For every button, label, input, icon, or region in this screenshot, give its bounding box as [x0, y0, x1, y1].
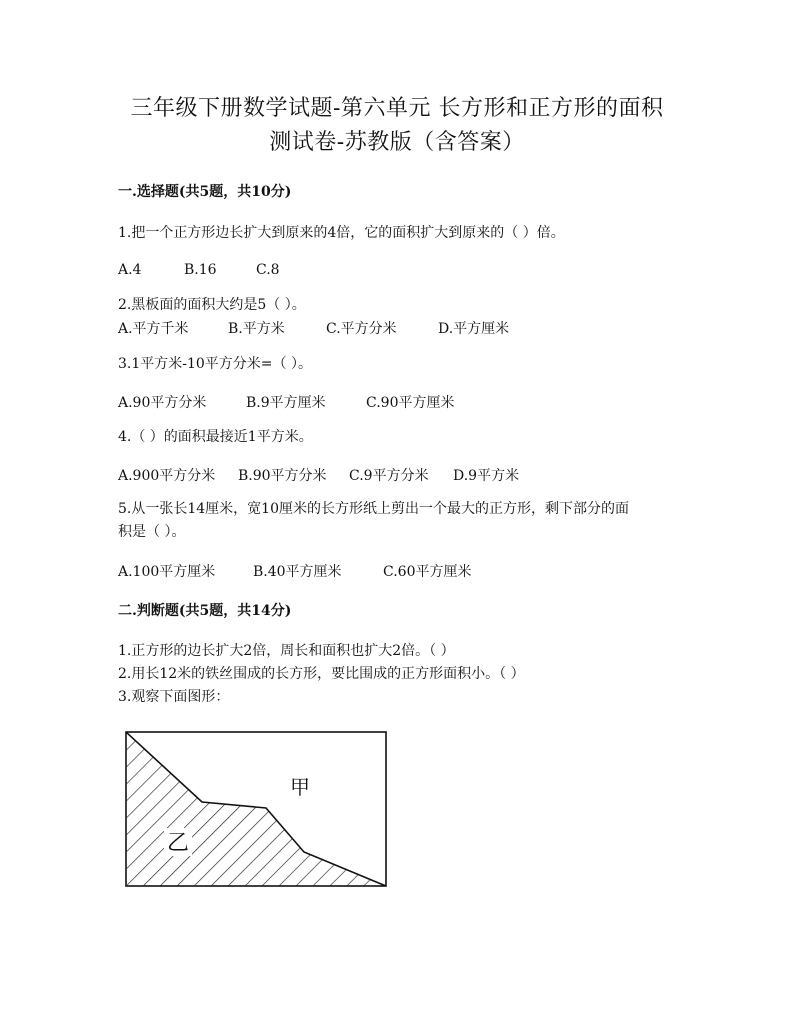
question-2-1: 1.正方形的边长扩大2倍，周长和面积也扩大2倍。（ ）: [118, 643, 455, 659]
label-yi: 乙: [166, 831, 190, 856]
option: A.100平方厘米: [118, 564, 216, 580]
option: C.90平方厘米: [366, 395, 455, 411]
question-1-1: 1.把一个正方形边长扩大到原来的4倍，它的面积扩大到原来的（ ）倍。: [118, 225, 565, 241]
question-1-4-options: [118, 465, 519, 485]
question-1-2: 2.黑板面的面积大约是5（ ）。: [118, 297, 306, 313]
option: B.9平方厘米: [246, 395, 326, 411]
question-1-5-line2: 积是（ ）。: [118, 524, 186, 540]
option: A.90平方分米: [118, 395, 207, 411]
question-1-5-options: [118, 561, 471, 581]
page-title-line2: 测试卷-苏教版（含答案）: [269, 130, 525, 155]
option: B.16: [184, 262, 217, 278]
section1-heading: 一.选择题(共5题，共10分): [118, 184, 292, 200]
option: B.90平方分米: [238, 468, 327, 484]
shape-figure: [118, 724, 394, 892]
page-title-line1: 三年级下册数学试题-第六单元 长方形和正方形的面积: [130, 96, 664, 121]
question-1-3: 3.1平方米-10平方分米=（ ）。: [118, 356, 312, 372]
label-jia: 甲: [290, 775, 310, 799]
section2-heading: 二.判断题(共5题，共14分): [118, 603, 292, 619]
option: A.900平方分米: [118, 468, 216, 484]
option: C.8: [256, 262, 280, 278]
question-1-3-options: [118, 392, 454, 412]
option: D.平方厘米: [438, 321, 510, 337]
option: C.9平方分米: [349, 468, 429, 484]
option: A.4: [118, 262, 142, 278]
option: D.9平方米: [453, 468, 520, 484]
option: B.40平方厘米: [253, 564, 342, 580]
question-1-1-options: [118, 262, 280, 278]
question-1-5-line1: 5.从一张长14厘米，宽10厘米的长方形纸上剪出一个最大的正方形，剩下部分的面: [118, 501, 629, 517]
question-2-2: 2.用长12米的铁丝围成的长方形，要比围成的正方形面积小。（ ）: [118, 666, 525, 682]
option: A.平方千米: [118, 321, 189, 337]
option: C.60平方厘米: [383, 564, 472, 580]
question-1-4: 4.（ ）的面积最接近1平方米。: [118, 429, 313, 445]
option: B.平方米: [228, 321, 285, 337]
question-1-2-options: [118, 318, 509, 338]
question-2-3: 3.观察下面图形：: [118, 689, 230, 705]
option: C.平方分米: [326, 321, 397, 337]
